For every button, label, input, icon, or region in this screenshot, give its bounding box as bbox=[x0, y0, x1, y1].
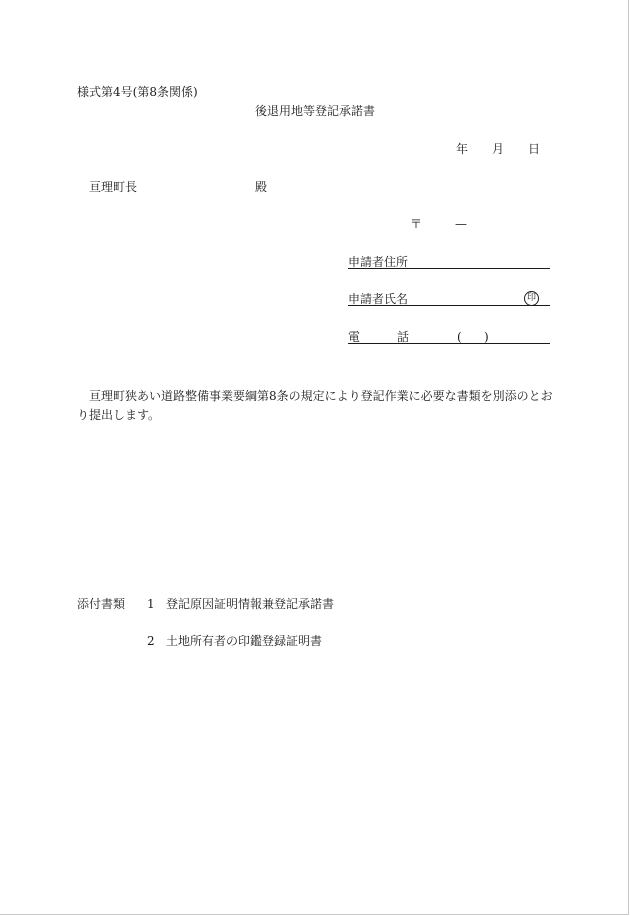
applicant-name-label: 申請者氏名 bbox=[348, 292, 409, 306]
attachment-2-number: 2 bbox=[147, 634, 155, 648]
date-day-unit: 日 bbox=[528, 142, 541, 156]
date-year-unit: 年 bbox=[456, 142, 469, 156]
phone-paren-close: ) bbox=[484, 330, 489, 344]
applicant-address-label: 申請者住所 bbox=[348, 255, 409, 269]
attachment-1-number: 1 bbox=[147, 597, 155, 611]
applicant-name-line bbox=[348, 305, 550, 306]
attachment-1-text: 登記原因証明情報兼登記承諾書 bbox=[166, 597, 335, 611]
form-number-label: 様式第4号(第8条関係) bbox=[77, 85, 198, 99]
addressee-honorific: 殿 bbox=[255, 180, 268, 194]
submission-statement: 亘理町狭あい道路整備事業要綱第8条の規定により登記作業に必要な書類を別添のとおり提出します。 bbox=[77, 389, 553, 422]
phone-line bbox=[348, 343, 550, 344]
date-month-unit: 月 bbox=[492, 142, 505, 156]
attachments-label: 添付書類 bbox=[77, 597, 126, 611]
addressee-name: 亘理町長 bbox=[89, 180, 138, 194]
phone-label-second: 話 bbox=[397, 330, 410, 344]
seal-mark: 印 bbox=[524, 291, 539, 306]
document-title: 後退用地等登記承諾書 bbox=[255, 104, 376, 118]
postal-mark: 〒 bbox=[410, 217, 423, 231]
postal-dash: — bbox=[455, 217, 467, 231]
phone-paren-open: ( bbox=[457, 330, 462, 344]
attachment-2-text: 土地所有者の印鑑登録証明書 bbox=[166, 634, 323, 648]
applicant-address-line bbox=[348, 268, 550, 269]
phone-label-first: 電 bbox=[348, 330, 361, 344]
